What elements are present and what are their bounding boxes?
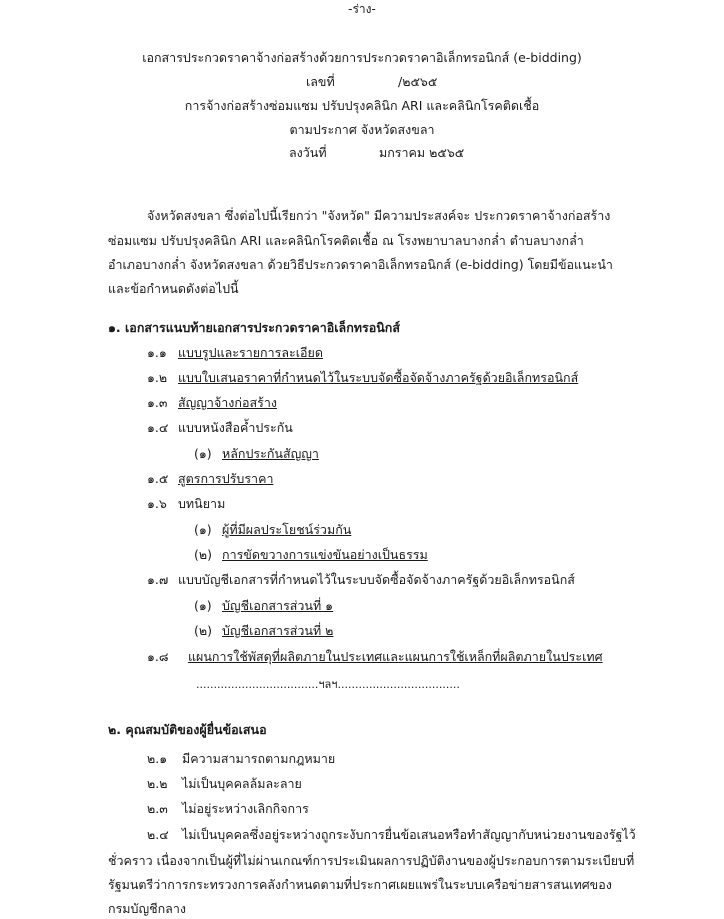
date-label: ลงวันที่: [289, 145, 327, 160]
attachment-link[interactable]: สัญญาจ้างก่อสร้าง: [178, 395, 277, 410]
item-number: ๑.๕: [147, 471, 169, 486]
section-2-heading: ๒. คุณสมบัติของผู้ยื่นข้อเสนอ: [108, 722, 267, 737]
item-text: ไม่เป็นบุคคลซึ่งอยู่ระหว่างถูกระงับการยื่นข้อเสนอหรือทำสัญญากับหน่วยงานของรัฐไว้: [182, 827, 636, 842]
sub-item-number: (๒): [194, 547, 212, 562]
document-number-label: เลขที่: [306, 74, 335, 89]
item-number: ๑.๖: [147, 496, 167, 511]
item-text: แบบบัญชีเอกสารที่กำหนดไว้ในระบบจัดซื้อจัดจ้างภาครัฐด้วยอิเล็กทรอนิกส์: [178, 572, 575, 587]
document-title: เอกสารประกวดราคาจ้างก่อสร้างด้วยการประกวดราคาอิเล็กทรอนิกส์ (e-bidding): [142, 50, 582, 65]
sub-item-number: (๑): [194, 522, 212, 537]
item-number: ๑.๑: [147, 345, 167, 360]
announcement-line: ตามประกาศ จังหวัดสงขลา: [289, 122, 435, 137]
intro-line-1: จังหวัดสงขลา ซึ่งต่อไปนี้เรียกว่า "จังหวัด" มีความประสงค์จะ ประกวดราคาจ้างก่อสร้าง: [147, 208, 611, 223]
sub-item-number: (๒): [194, 623, 212, 638]
attachment-link[interactable]: สูตรการปรับราคา: [178, 471, 274, 486]
attachment-link[interactable]: บัญชีเอกสารส่วนที่ ๒: [222, 623, 334, 638]
item-text: แบบหนังสือค้ำประกัน: [178, 420, 293, 435]
intro-line-4: และข้อกำหนดดังต่อไปนี้: [108, 281, 239, 296]
item-number: ๒.๑: [147, 751, 168, 766]
item-text: ไม่เป็นบุคคลล้มละลาย: [182, 776, 302, 791]
continuation-line: กรมบัญชีกลาง: [108, 901, 186, 916]
attachment-link[interactable]: การขัดขวางการแข่งขันอย่างเป็นธรรม: [222, 547, 428, 562]
item-text: มีความสามารถตามกฎหมาย: [182, 751, 336, 766]
attachment-link[interactable]: แผนการใช้พัสดุที่ผลิตภายในประเทศและแผนการใช้เหล็กที่ผลิตภายในประเทศ: [188, 649, 603, 664]
item-number: ๑.๓: [147, 395, 168, 410]
section-1-heading: ๑. เอกสารแนบท้ายเอกสารประกวดราคาอิเล็กทรอนิกส์: [108, 320, 400, 335]
item-number: ๒.๔: [147, 827, 169, 842]
item-number: ๒.๒: [147, 776, 168, 791]
etc-line: ...................................ฯลฯ...................................: [196, 678, 460, 691]
item-text: บทนิยาม: [178, 496, 226, 511]
attachment-link[interactable]: แบบรูปและรายการละเอียด: [178, 345, 323, 360]
document-number-value: /๒๕๖๕: [398, 74, 438, 89]
draft-mark: -ร่าง-: [348, 2, 376, 16]
sub-item-number: (๑): [194, 446, 212, 461]
item-number: ๑.๒: [147, 370, 168, 385]
item-number: ๑.๔: [147, 420, 169, 435]
attachment-link[interactable]: แบบใบเสนอราคาที่กำหนดไว้ในระบบจัดซื้อจัดจ้างภาครัฐด้วยอิเล็กทรอนิกส์: [178, 370, 579, 385]
attachment-link[interactable]: ผู้ที่มีผลประโยชน์ร่วมกัน: [222, 522, 352, 537]
item-text: ไม่อยู่ระหว่างเลิกกิจการ: [182, 801, 309, 816]
intro-line-3: อำเภอบางกล่ำ จังหวัดสงขลา ด้วยวิธีประกวดราคาอิเล็กทรอนิกส์ (e-bidding) โดยมีข้อแนะนำ: [108, 257, 613, 272]
continuation-line: ชั่วคราว เนื่องจากเป็นผู้ที่ไม่ผ่านเกณฑ์การประเมินผลการปฏิบัติงานของผู้ประกอบการตามระเบียบที่: [108, 853, 635, 868]
sub-item-number: (๑): [194, 598, 212, 613]
item-number: ๑.๘: [147, 649, 169, 664]
project-title: การจ้างก่อสร้างซ่อมแซม ปรับปรุงคลินิก ARI และคลินิกโรคติดเชื้อ: [184, 98, 540, 113]
item-number: ๑.๗: [147, 572, 169, 587]
intro-line-2: ซ่อมแซม ปรับปรุงคลินิก ARI และคลินิกโรคติดเชื้อ ณ โรงพยาบาลบางกล่ำ ตำบลบางกล่ำ: [108, 233, 584, 248]
item-number: ๒.๓: [147, 801, 168, 816]
date-value: มกราคม ๒๕๖๕: [379, 145, 465, 160]
attachment-link[interactable]: บัญชีเอกสารส่วนที่ ๑: [222, 598, 334, 613]
continuation-line: รัฐมนตรีว่าการกระทรวงการคลังกำหนดตามที่ประกาศเผยแพร่ในระบบเครือข่ายสารสนเทศของ: [108, 877, 612, 892]
attachment-link[interactable]: หลักประกันสัญญา: [222, 446, 319, 461]
